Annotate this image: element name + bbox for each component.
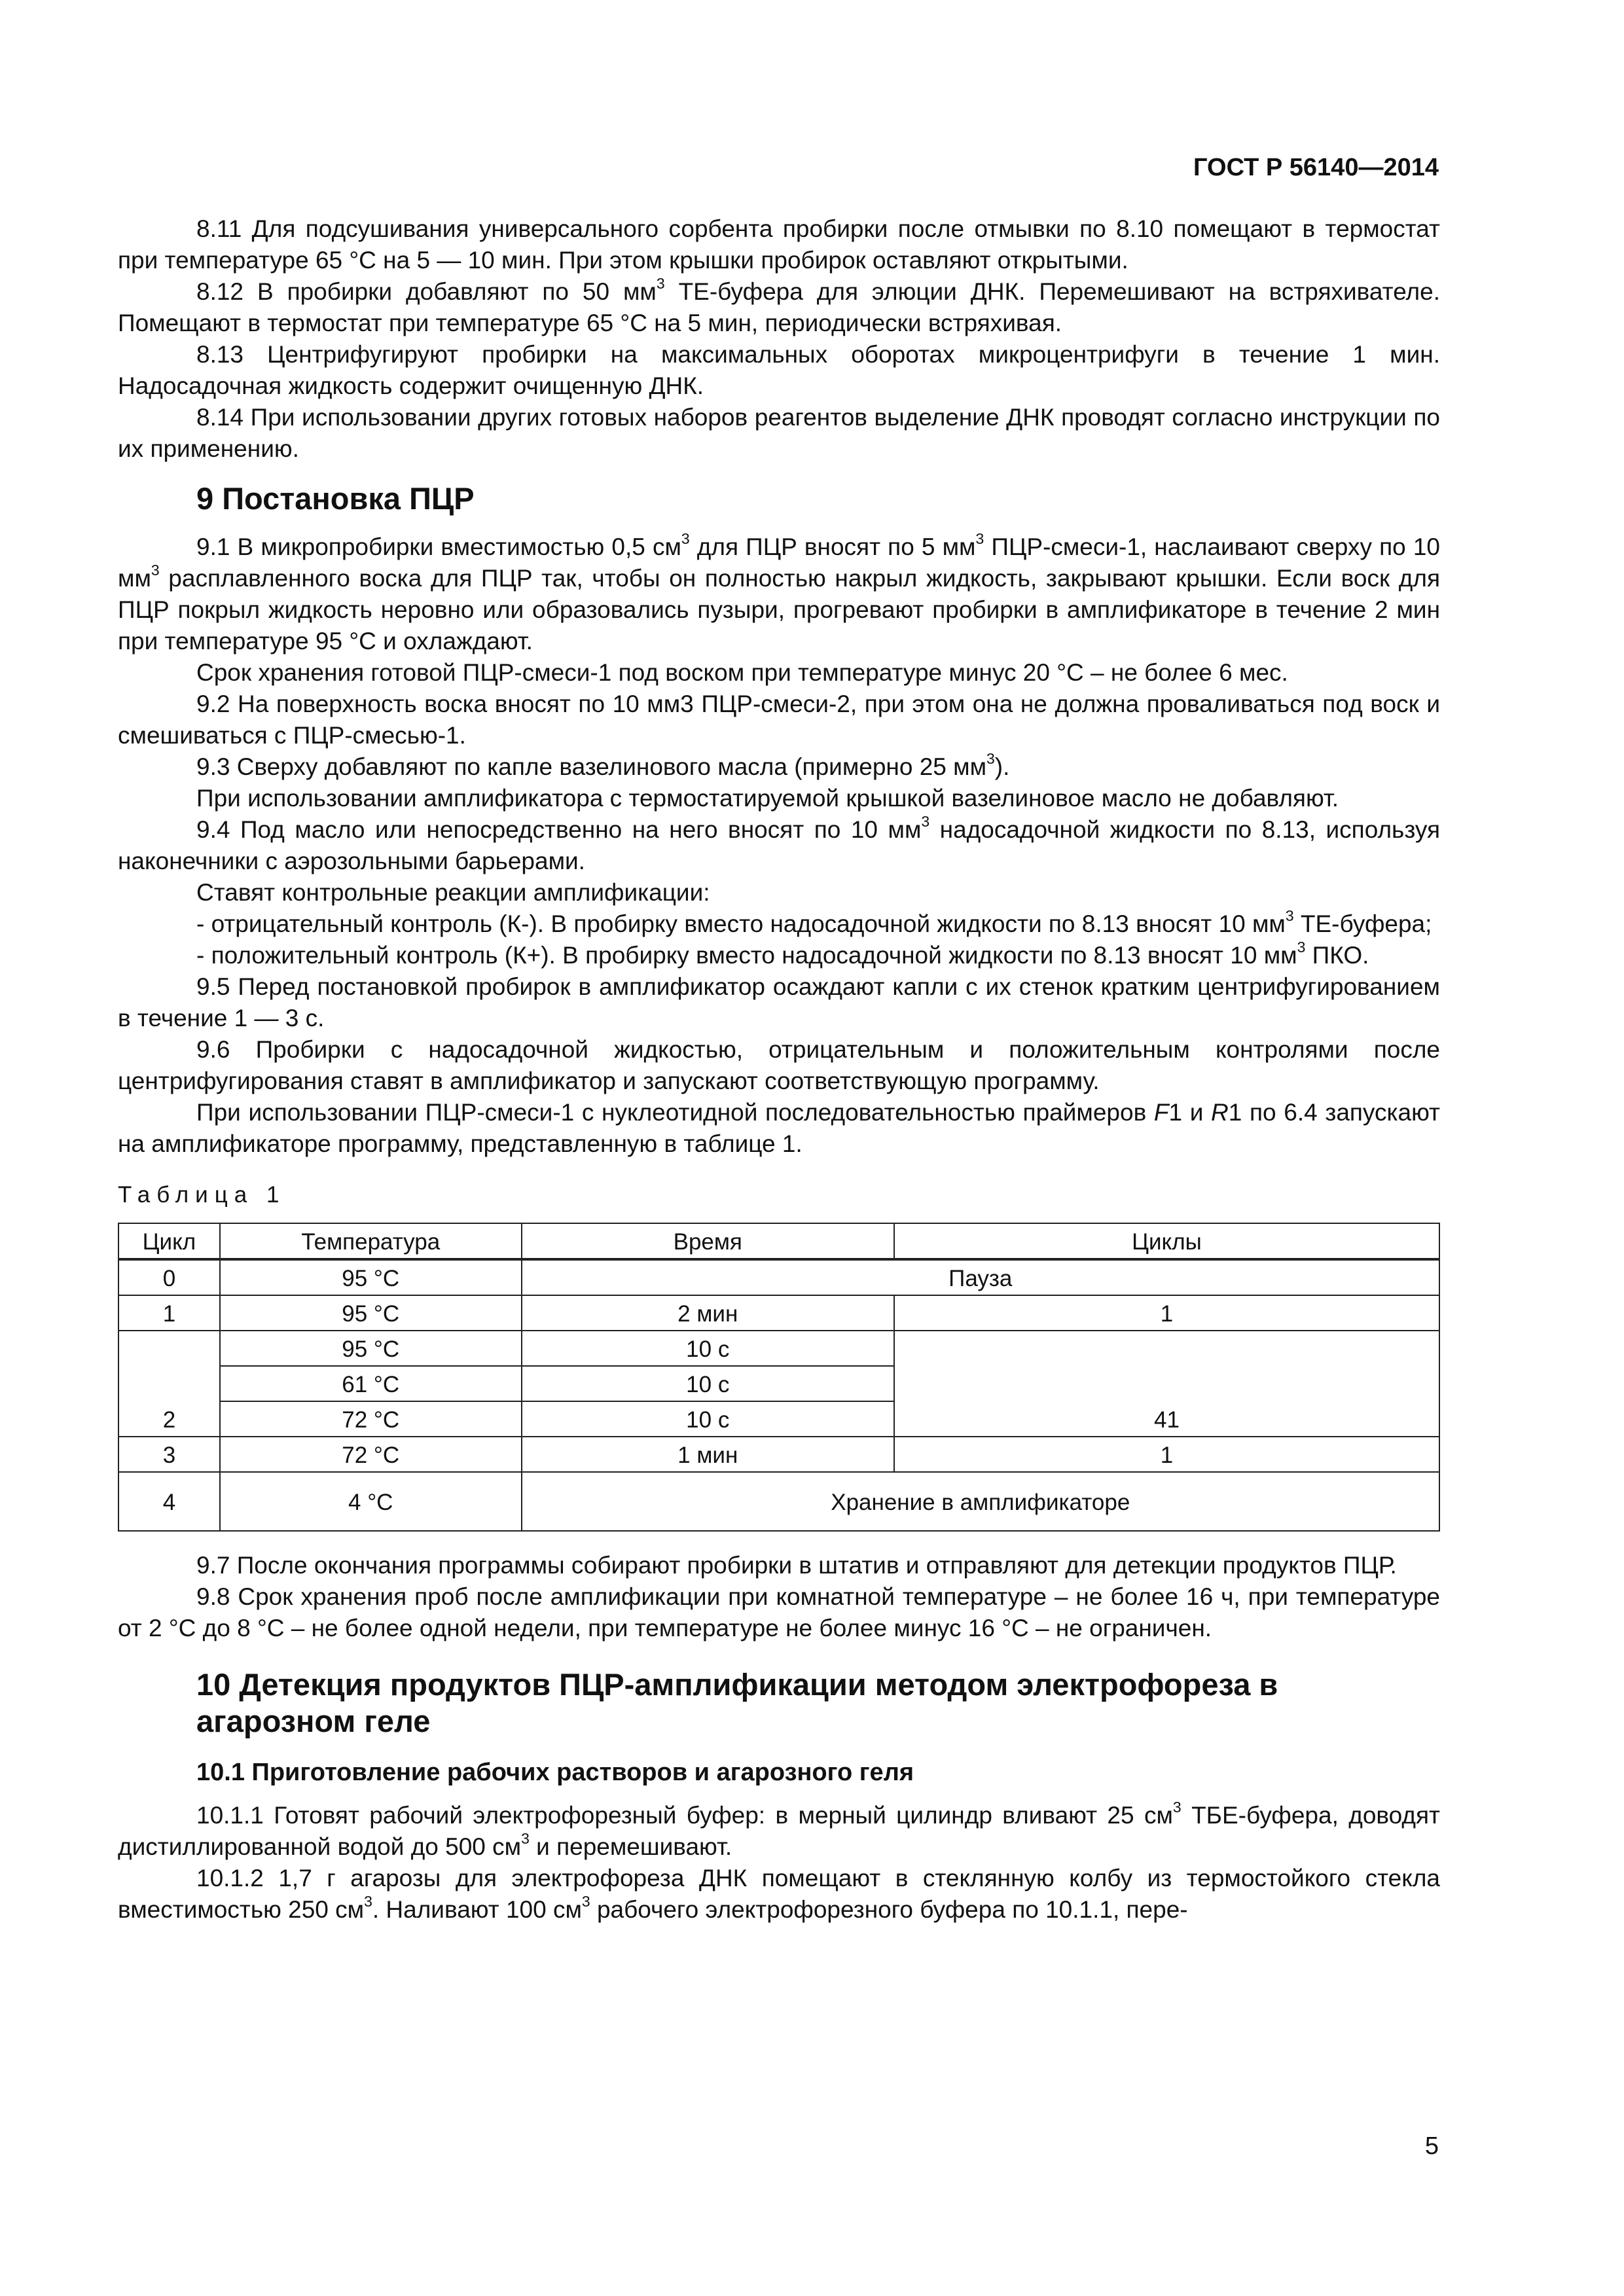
cell-temperature: 4 °С (220, 1472, 522, 1531)
cell-cycles: 41 (894, 1331, 1439, 1437)
cell-temperature: 61 °С (220, 1366, 522, 1401)
text-run: 9.4 Под масло или непосредственно на него вносят по 10 мм (196, 816, 922, 843)
text-run: ПКО. (1305, 942, 1369, 969)
clause-8-13: 8.13 Центрифугируют пробирки на максимальных оборотах микроцентрифуги в течение 1 мин. Надосадочная жидкость содержит очищенную ДНК. (118, 341, 1440, 399)
standard-number: ГОСТ Р 56140—2014 (1193, 154, 1439, 181)
text-run: надосадочной жидкости по 8.13, используя наконечники с аэрозольными барьерами. (118, 816, 1440, 874)
text-run: ). (994, 753, 1010, 780)
superscript: 3 (1172, 1799, 1182, 1816)
text-run: ТБЕ-буфера, доводят дистиллированной водой до 500 см (118, 1802, 1440, 1860)
superscript: 3 (975, 530, 984, 548)
cell-temperature: 72 °С (220, 1401, 522, 1437)
clause-9-5: 9.5 Перед постановкой пробирок в амплификатор осаждают капли с их стенок кратким центрифугированием в течение 1 — 3 с. (118, 973, 1440, 1031)
clause-9-6-program (118, 1097, 1440, 1160)
clause-10-1-2 (118, 1863, 1440, 1926)
text-run: 8.12 В пробирки добавляют по 50 мм (196, 278, 657, 305)
clause-9-7: 9.7 После окончания программы собирают пробирки в штатив и отправляют для детекции продуктов ПЦР. (196, 1552, 1397, 1579)
cell-temperature: 72 °С (220, 1437, 522, 1472)
clause-8-11: 8.11 Для подсушивания универсального сорбента пробирки после отмывки по 8.10 помещают в термостат при температуре 65 °С на 5 — 10 мин. При этом крышки пробирок оставляют открытыми. (118, 215, 1440, 274)
clause-9-4-controls: Ставят контрольные реакции амплификации: (196, 879, 710, 906)
cell-cycle: 4 (118, 1472, 220, 1531)
clause-9-1-storage: Срок хранения готовой ПЦР-смеси-1 под воском при температуре минус 20 °С – не более 6 мес. (196, 659, 1288, 686)
text-run: 10.1.1 Готовят рабочий электрофорезный буфер: в мерный цилиндр вливают 25 см (196, 1802, 1173, 1829)
superscript: 3 (986, 750, 995, 768)
cell-temperature: 95 °С (220, 1295, 522, 1331)
cell-time: 2 мин (522, 1295, 894, 1331)
text-run: ТЕ-буфера; (1293, 910, 1432, 937)
section-10-heading: 10 Детекция продуктов ПЦР-амплификации методом электрофореза в агарозном геле (196, 1667, 1278, 1738)
positive-control-item (118, 940, 1440, 971)
cell-cycle: 2 (118, 1331, 220, 1437)
clause-9-8: 9.8 Срок хранения проб после амплификации при комнатной температуре – не более 16 ч, при температуре от 2 °С до 8 °С – не более одной недели, при температуре не более минус 16 °С – не ограничен. (118, 1583, 1440, 1641)
text-run: расплавленного воска для ПЦР так, чтобы он полностью накрыл жидкость, закрывают крышки. Если воск для ПЦР покрыл жидкость неровно или образовались пузыри, прогревают пробирки в амплификаторе в течение 2 мин при температуре 95 °С и охлаждают. (118, 565, 1440, 655)
text-run: При использовании ПЦР-смеси-1 с нуклеотидной последовательностью праймеров (196, 1099, 1154, 1126)
clause-9-3-note: При использовании амплификатора с термостатируемой крышкой вазелиновое масло не добавляют. (196, 785, 1339, 812)
cell-cycle: 0 (118, 1259, 220, 1295)
negative-control-item (118, 908, 1440, 940)
superscript: 3 (364, 1893, 372, 1910)
superscript: 3 (921, 813, 930, 831)
table-row (118, 1259, 1439, 1295)
table-caption: Таблица 1 (118, 1182, 286, 1208)
primer-r: R (1211, 1099, 1229, 1126)
cell-cycles: 1 (894, 1295, 1439, 1331)
cell-cycle: 1 (118, 1295, 220, 1331)
text-run: 9.1 В микропробирки вместимостью 0,5 см (196, 533, 681, 560)
header-cycle: Цикл (118, 1223, 220, 1259)
clause-10-1-1 (118, 1800, 1440, 1863)
table-row (118, 1331, 1439, 1366)
header-time: Время (522, 1223, 894, 1259)
text-run: 1 и (1168, 1099, 1212, 1126)
page-number: 5 (1424, 2132, 1439, 2160)
header-temperature: Температура (220, 1223, 522, 1259)
primer-f: F (1153, 1099, 1169, 1126)
page-content (118, 213, 1440, 1926)
superscript: 3 (1285, 907, 1294, 925)
amplification-program-table (118, 1223, 1440, 1532)
text-run: ПЦР-смеси-1, наслаивают сверху по 10 мм (118, 533, 1440, 592)
text-run: и перемешивают. (529, 1833, 732, 1860)
section-9-heading: 9 Постановка ПЦР (196, 481, 475, 516)
superscript: 3 (151, 562, 160, 579)
table-row (118, 1437, 1439, 1472)
header-cycles: Циклы (894, 1223, 1439, 1259)
cell-time: 10 с (522, 1401, 894, 1437)
clause-9-2: 9.2 На поверхность воска вносят по 10 мм3 ПЦР-смеси-2, при этом она не должна проваливаться под воск и смешиваться с ПЦР-смесью-1. (118, 691, 1440, 749)
cell-time: 10 с (522, 1331, 894, 1366)
superscript: 3 (1297, 939, 1306, 956)
cell-temperature: 95 °С (220, 1331, 522, 1366)
subsection-10-1-heading: 10.1 Приготовление рабочих растворов и агарозного геля (196, 1759, 914, 1786)
text-run: 1 по 6.4 запускают на амплификаторе программу, представленную в таблице 1. (118, 1099, 1440, 1157)
cell-cycles: 1 (894, 1437, 1439, 1472)
text-run: . Наливают 100 см (372, 1896, 582, 1923)
text-run: 10.1.2 1,7 г агарозы для электрофореза ДНК помещают в стеклянную колбу из термостойкого стекла вместимостью 250 см (118, 1865, 1440, 1923)
clause-9-6: 9.6 Пробирки с надосадочной жидкостью, отрицательным и положительным контролями после центрифугирования ставят в амплификатор и запускают соответствующую программу. (118, 1036, 1440, 1094)
cell-storage: Хранение в амплификаторе (522, 1472, 1439, 1531)
table-row (118, 1295, 1439, 1331)
superscript: 3 (656, 275, 665, 293)
cell-temperature: 95 °С (220, 1259, 522, 1295)
clause-8-12 (118, 276, 1440, 339)
clause-9-3 (118, 751, 1440, 783)
text-run: ТЕ-буфера для элюции ДНК. Перемешивают на встряхивателе. Помещают в термостат при температуре 65 °С на 5 мин, периодически встряхивая. (118, 278, 1441, 336)
superscript: 3 (521, 1830, 530, 1848)
text-run: - отрицательный контроль (К-). В пробирку вместо надосадочной жидкости по 8.13 вносят 10 мм (196, 910, 1286, 937)
text-run: для ПЦР вносят по 5 мм (689, 533, 976, 560)
clause-8-14: 8.14 При использовании других готовых наборов реагентов выделение ДНК проводят согласно инструкции по их применению. (118, 404, 1440, 462)
clause-9-1 (118, 531, 1440, 657)
cell-time: 1 мин (522, 1437, 894, 1472)
superscript: 3 (581, 1893, 590, 1910)
table-header-row (118, 1223, 1439, 1259)
cell-time: 10 с (522, 1366, 894, 1401)
clause-9-4 (118, 814, 1440, 877)
superscript: 3 (681, 530, 690, 548)
cell-cycle: 3 (118, 1437, 220, 1472)
cell-pause: Пауза (522, 1259, 1439, 1295)
text-run: - положительный контроль (К+). В пробирку вместо надосадочной жидкости по 8.13 вносят 10 мм (196, 942, 1297, 969)
text-run: 9.3 Сверху добавляют по капле вазелинового масла (примерно 25 мм (196, 753, 987, 780)
text-run: рабочего электрофорезного буфера по 10.1.1, пере- (590, 1896, 1188, 1923)
table-row (118, 1472, 1439, 1531)
